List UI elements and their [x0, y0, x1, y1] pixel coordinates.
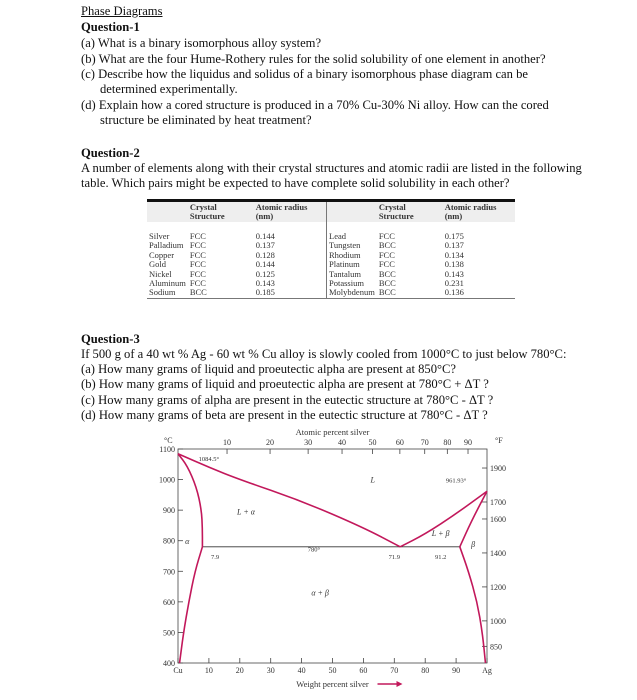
y2-tick-label: 1600 — [490, 514, 506, 524]
table-cell: Tungsten — [327, 241, 377, 250]
x2-tick-label: 60 — [395, 438, 404, 447]
y2-tick-label: 1400 — [490, 548, 506, 558]
table-cell: Nickel — [149, 268, 172, 279]
table-cell: FCC — [189, 278, 206, 289]
table-cell: Molybdenum — [327, 288, 377, 298]
x2-axis-label: Atomic percent silver — [295, 427, 370, 437]
phase-boundary-solidus-alpha — [178, 454, 202, 547]
x-tick-label: 50 — [328, 666, 337, 675]
table-cell: Silver — [149, 231, 170, 241]
x-tick-label: 80 — [421, 666, 430, 675]
table-cell: 0.128 — [255, 249, 275, 260]
table-cell: 0.144 — [255, 231, 275, 241]
q3-line: (d) How many grams of beta are present in the eutectic structure at 780°C - ΔT ? — [81, 408, 488, 422]
table-cell: Copper — [149, 249, 175, 260]
annotation-label: L + β — [431, 529, 450, 539]
annotation-label: α + β — [311, 588, 329, 598]
x2-tick-label: 40 — [338, 438, 347, 447]
x2-tick-label: 70 — [420, 438, 429, 447]
table-cell: 0.231 — [444, 278, 464, 289]
annotation-label: L — [370, 475, 375, 485]
table-cell: FCC — [189, 268, 206, 279]
x-tick-label: 40 — [297, 666, 306, 675]
q1-line: (d) Explain how a cored structure is produced in a 70% Cu-30% Ni alloy. How can the cored — [81, 98, 549, 112]
phase-boundary-liquidus-left — [178, 454, 400, 547]
y2-axis-unit: °F — [495, 436, 503, 445]
table-cell: BCC — [378, 278, 396, 289]
table-cell: 0.143 — [255, 278, 275, 289]
table-cell: FCC — [189, 240, 206, 251]
y-axis-unit: °C — [164, 436, 173, 445]
annotation-label: α — [185, 536, 190, 546]
x-tick-label: 70 — [390, 666, 399, 675]
x-tick-label: 30 — [266, 666, 275, 675]
table-cell: 0.138 — [444, 259, 464, 270]
x2-tick-label: 10 — [223, 438, 232, 447]
table-cell: Platinum — [327, 260, 377, 269]
q1-line: determined experimentally. — [100, 82, 238, 96]
x2-tick-label: 30 — [304, 438, 313, 447]
table-cell: 0.144 — [255, 259, 275, 270]
x2-tick-label: 80 — [443, 438, 452, 447]
q1-line: structure be eliminated by heat treatment? — [100, 113, 312, 127]
table-header: Crystal Structure — [378, 202, 414, 221]
table-header: Crystal Structure — [189, 202, 225, 221]
table-cell: Tantalum — [327, 270, 377, 279]
y2-tick-label: 850 — [490, 642, 502, 652]
annotation-label: L + α — [237, 507, 255, 517]
table-cell: Palladium — [149, 240, 184, 251]
y-tick-label: 800 — [163, 536, 175, 546]
table-cell: BCC — [378, 287, 396, 298]
annotation-label: 961.93° — [445, 477, 467, 485]
q2-heading: Question-2 — [81, 146, 140, 160]
y-tick-label: 1000 — [159, 475, 175, 485]
table-cell: Lead — [327, 222, 377, 241]
x2-tick-label: 20 — [266, 438, 275, 447]
table-cell: Rhodium — [327, 251, 377, 260]
table-cell: 0.137 — [444, 240, 464, 251]
table-cell: FCC — [378, 231, 395, 241]
doc-title: Phase Diagrams — [81, 4, 163, 18]
q1-line: (a) What is a binary isomorphous alloy system? — [81, 36, 322, 50]
annotation-label: 91.2 — [434, 554, 447, 562]
table-cell: Potassium — [327, 279, 377, 288]
table-cell: FCC — [189, 231, 206, 241]
annotation-label: 71.9 — [388, 554, 400, 562]
table-cell: 0.185 — [255, 287, 275, 298]
x-tick-label: 20 — [235, 666, 244, 675]
q1-line: (c) Describe how the liquidus and solidus of a binary isomorphous phase diagram can be — [81, 67, 528, 81]
q3-line: If 500 g of a 40 wt % Ag - 60 wt % Cu alloy is slowly cooled from 1000°C to just below 780°C: — [81, 347, 567, 361]
table-cell: FCC — [378, 249, 395, 260]
x-axis-label: Weight percent silver — [296, 679, 369, 689]
table-cell: Sodium — [149, 287, 176, 298]
y2-tick-label: 1900 — [490, 464, 506, 474]
table-cell: BCC — [378, 240, 396, 251]
q3-line: (b) How many grams of liquid and proeutectic alpha are present at 780°C + ΔT ? — [81, 377, 489, 391]
y2-tick-label: 1200 — [490, 582, 506, 592]
x-tick-label: 60 — [359, 666, 368, 675]
y2-tick-label: 1000 — [490, 616, 506, 626]
table-cell: Gold — [149, 259, 166, 270]
arrowhead-icon — [397, 681, 403, 687]
annotation-label: β — [471, 539, 476, 549]
x2-tick-label: 90 — [464, 438, 473, 447]
annotation-label: 1084.5° — [198, 456, 220, 464]
annotation-label: 780° — [307, 546, 321, 554]
table-cell: Aluminum — [149, 278, 186, 289]
q1-heading: Question-1 — [81, 20, 140, 34]
x2-tick-label: 50 — [368, 438, 377, 447]
phase-boundary-solvus-alpha — [180, 547, 203, 663]
y-tick-label: 700 — [163, 567, 175, 577]
q3-line: (c) How many grams of alpha are present in the eutectic structure at 780°C - ΔT ? — [81, 393, 494, 407]
y-tick-label: 400 — [163, 659, 175, 668]
table-cell: 0.134 — [444, 249, 464, 260]
table-cell: 0.125 — [255, 268, 275, 279]
table-header: Atomic radius (nm) — [255, 202, 308, 221]
table-cell: FCC — [189, 259, 206, 270]
table-cell: 0.143 — [444, 268, 464, 279]
table-cell: 0.137 — [255, 240, 275, 251]
x-tick-label: Ag — [482, 666, 492, 675]
phase-boundary-solvus-beta — [460, 547, 486, 663]
x-tick-label: 90 — [452, 666, 461, 675]
y-tick-label: 1100 — [159, 445, 175, 454]
q2-line: A number of elements along with their crystal structures and atomic radii are listed in the following — [81, 161, 582, 175]
x-tick-label: 10 — [204, 666, 213, 675]
table-header: Atomic radius (nm) — [444, 202, 497, 221]
y2-tick-label: 1700 — [490, 497, 506, 507]
annotation-label: 7.9 — [211, 554, 220, 562]
table-cell: 0.136 — [444, 287, 464, 298]
table-cell: FCC — [378, 259, 395, 270]
y-tick-label: 600 — [163, 597, 175, 607]
y-tick-label: 900 — [163, 506, 175, 516]
table-cell: FCC — [189, 249, 206, 260]
x-tick-label: Cu — [173, 666, 183, 675]
q1-line: (b) What are the four Hume-Rothery rules for the solid solubility of one element in another? — [81, 52, 546, 66]
q2-line: table. Which pairs might be expected to have complete solid solubility in each other? — [81, 176, 510, 190]
q3-heading: Question-3 — [81, 332, 140, 346]
q3-line: (a) How many grams of liquid and proeutectic alpha are present at 850°C? — [81, 362, 457, 376]
y-tick-label: 500 — [163, 628, 175, 638]
table-cell: 0.175 — [444, 231, 464, 241]
phase-boundary-liquidus-right — [400, 491, 487, 547]
table-cell: BCC — [378, 268, 396, 279]
table-cell: BCC — [189, 287, 207, 298]
